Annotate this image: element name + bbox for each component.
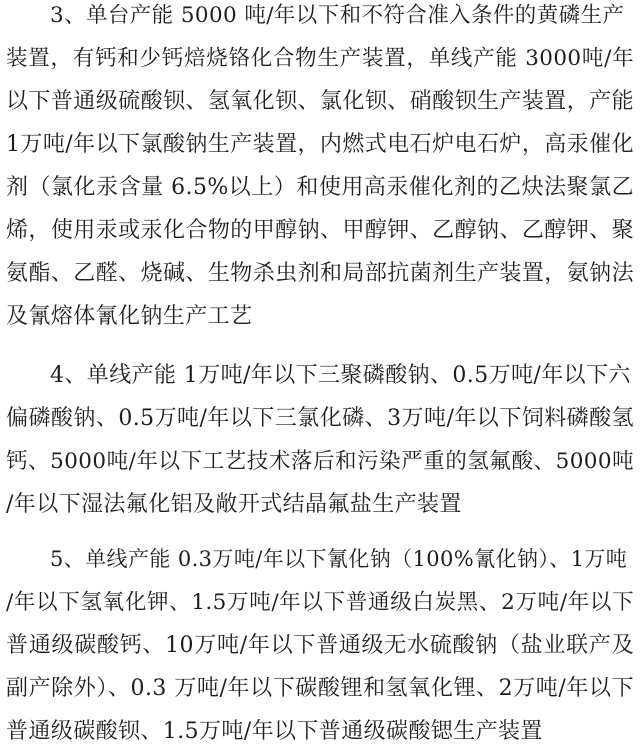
paragraph-1-line-3: 以下普通级硫酸钡、氢氧化钡、氯化钡、硝酸钡生产装置，产能 bbox=[6, 89, 634, 114]
paragraph-1-line-5: 剂（氯化汞含量 6.5%以上）和使用高汞催化剂的乙炔法聚氯乙 bbox=[6, 175, 634, 200]
paragraph-2-line-3: 钙、5000吨/年以下工艺技术落后和污染严重的氢氟酸、5000吨 bbox=[6, 449, 634, 474]
paragraph-3-line-1: 5、单线产能 0.3万吨/年以下氰化钠（100%氰化钠）、1万吨 bbox=[50, 547, 628, 571]
paragraph-3-line-5: 普通级碳酸钡、1.5万吨/年以下普通级碳酸锶生产装置 bbox=[6, 719, 543, 744]
paragraph-3-line-2: /年以下氢氧化钾、1.5万吨/年以下普通级白炭黑、2万吨/年以下 bbox=[6, 590, 634, 615]
paragraph-1-line-8: 及氰熔体氰化钠生产工艺 bbox=[6, 304, 253, 329]
paragraph-1-line-1: 3、单台产能 5000 吨/年以下和不符合准入条件的黄磷生产 bbox=[50, 3, 625, 28]
paragraph-3-line-4: 副产除外）、0.3 万吨/年以下碳酸锂和氢氧化锂、2万吨/年以下 bbox=[6, 676, 634, 701]
paragraph-3-line-3: 普通级碳酸钙、10万吨/年以下普通级无水硫酸钠（盐业联产及 bbox=[6, 633, 634, 658]
paragraph-1-line-6: 烯，使用汞或汞化合物的甲醇钠、甲醇钾、乙醇钠、乙醇钾、聚 bbox=[6, 218, 634, 243]
paragraph-1-line-4: 1万吨/年以下氯酸钠生产装置，内燃式电石炉电石炉，高汞催化 bbox=[6, 132, 634, 157]
paragraph-2-line-4: /年以下湿法氟化铝及敞开式结晶氟盐生产装置 bbox=[6, 492, 462, 517]
paragraph-1-line-7: 氨酯、乙醛、烧碱、生物杀虫剂和局部抗菌剂生产装置，氨钠法 bbox=[6, 261, 634, 286]
paragraph-2-line-2: 偏磷酸钠、0.5万吨/年以下三氯化磷、3万吨/年以下饲料磷酸氢 bbox=[6, 406, 634, 431]
paragraph-1-line-2: 装置，有钙和少钙焙烧铬化合物生产装置，单线产能 3000吨/年 bbox=[6, 46, 634, 71]
paragraph-2-line-1: 4、单线产能 1万吨/年以下三聚磷酸钠、0.5万吨/年以下六 bbox=[50, 363, 631, 388]
